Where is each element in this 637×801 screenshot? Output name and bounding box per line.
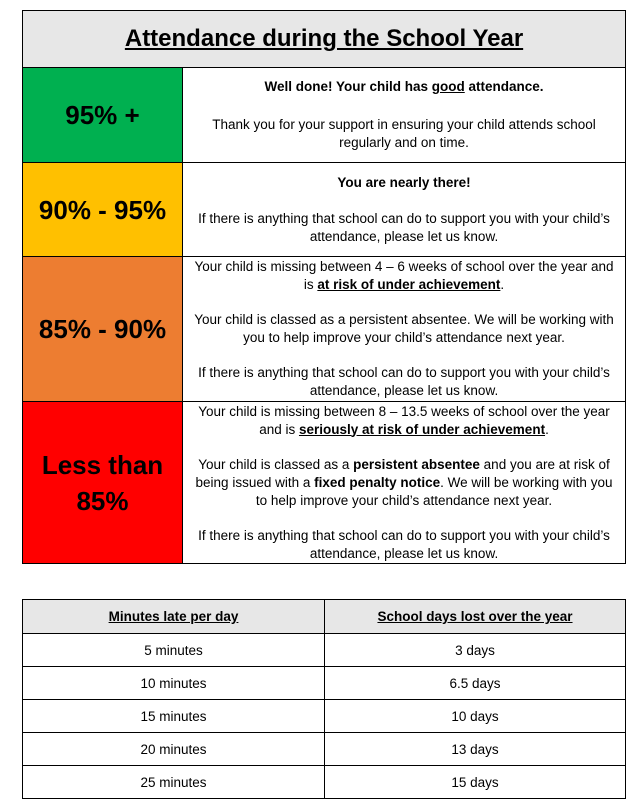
column-header-minutes-late: Minutes late per day bbox=[23, 600, 325, 634]
band-label-95-plus bbox=[23, 68, 183, 163]
page-title: Attendance during the School Year bbox=[124, 25, 524, 52]
minutes-late-cell: 5 minutes bbox=[23, 634, 325, 667]
band-paragraph-3: If there is anything that school can do to support you with your child’s attendance, please let us know. bbox=[198, 365, 610, 398]
band-label-text: 85% - 90% bbox=[38, 314, 167, 344]
lateness-table bbox=[22, 599, 626, 799]
band-label-85-90 bbox=[23, 257, 183, 402]
band-heading: Well done! Your child has good attendance. bbox=[264, 79, 544, 94]
band-heading: You are nearly there! bbox=[337, 174, 471, 190]
days-lost-cell: 15 days bbox=[325, 766, 626, 799]
table-row bbox=[23, 766, 626, 799]
band-text: If there is anything that school can do to support you with your child’s attendance, please let us know. bbox=[198, 210, 610, 244]
band-paragraph-2: Your child is classed as a persistent absentee. We will be working with you to help improve your child’s attendance next year. bbox=[194, 312, 614, 345]
band-row-less-than-85 bbox=[23, 402, 626, 564]
minutes-late-cell: 10 minutes bbox=[23, 667, 325, 700]
days-lost-cell: 3 days bbox=[325, 634, 626, 667]
band-label-text: 95% + bbox=[65, 100, 140, 130]
lateness-header-row bbox=[23, 600, 626, 634]
table-row bbox=[23, 733, 626, 766]
band-paragraph-2: Your child is classed as a persistent absentee and you are at risk of being issued with a fixed penalty notice. We will be working with you to help improve your child’s attendance next year. bbox=[195, 456, 613, 508]
days-lost-cell: 13 days bbox=[325, 733, 626, 766]
title-cell bbox=[23, 11, 626, 68]
days-lost-cell: 10 days bbox=[325, 700, 626, 733]
table-row bbox=[23, 634, 626, 667]
band-row-90-95 bbox=[23, 163, 626, 257]
band-label-line-2: 85% bbox=[76, 485, 129, 516]
band-description-less-than-85 bbox=[183, 402, 626, 564]
emphasis-persistent-absentee: persistent absentee bbox=[353, 456, 480, 472]
band-row-85-90 bbox=[23, 257, 626, 402]
emphasis-good: good bbox=[431, 79, 465, 94]
band-description-95-plus bbox=[183, 68, 626, 163]
emphasis-seriously-at-risk: seriously at risk of under achievement bbox=[298, 421, 546, 437]
days-lost-cell: 6.5 days bbox=[325, 667, 626, 700]
band-label-text: 90% - 95% bbox=[38, 194, 167, 225]
minutes-late-cell: 25 minutes bbox=[23, 766, 325, 799]
band-label-90-95 bbox=[23, 163, 183, 257]
band-row-95-plus bbox=[23, 68, 626, 163]
band-paragraph-1: Your child is missing between 8 – 13.5 weeks of school over the year and is seriously at risk of under achievement. bbox=[198, 403, 610, 437]
minutes-late-cell: 20 minutes bbox=[23, 733, 325, 766]
emphasis-fixed-penalty-notice: fixed penalty notice bbox=[314, 474, 441, 490]
band-description-85-90 bbox=[183, 257, 626, 402]
emphasis-at-risk: at risk of under achievement bbox=[317, 277, 501, 292]
band-label-less-than-85 bbox=[23, 402, 183, 564]
table-row bbox=[23, 667, 626, 700]
table-row bbox=[23, 700, 626, 733]
attendance-table bbox=[22, 10, 626, 564]
band-paragraph-3: If there is anything that school can do to support you with your child’s attendance, please let us know. bbox=[198, 527, 610, 561]
column-header-days-lost: School days lost over the year bbox=[325, 600, 626, 634]
band-text: Thank you for your support in ensuring your child attends school regularly and on time. bbox=[212, 117, 596, 150]
minutes-late-cell: 15 minutes bbox=[23, 700, 325, 733]
band-description-90-95 bbox=[183, 163, 626, 257]
band-label-line-1: Less than bbox=[41, 449, 164, 480]
band-paragraph-1: Your child is missing between 4 – 6 weeks of school over the year and is at risk of under achievement. bbox=[194, 259, 614, 292]
